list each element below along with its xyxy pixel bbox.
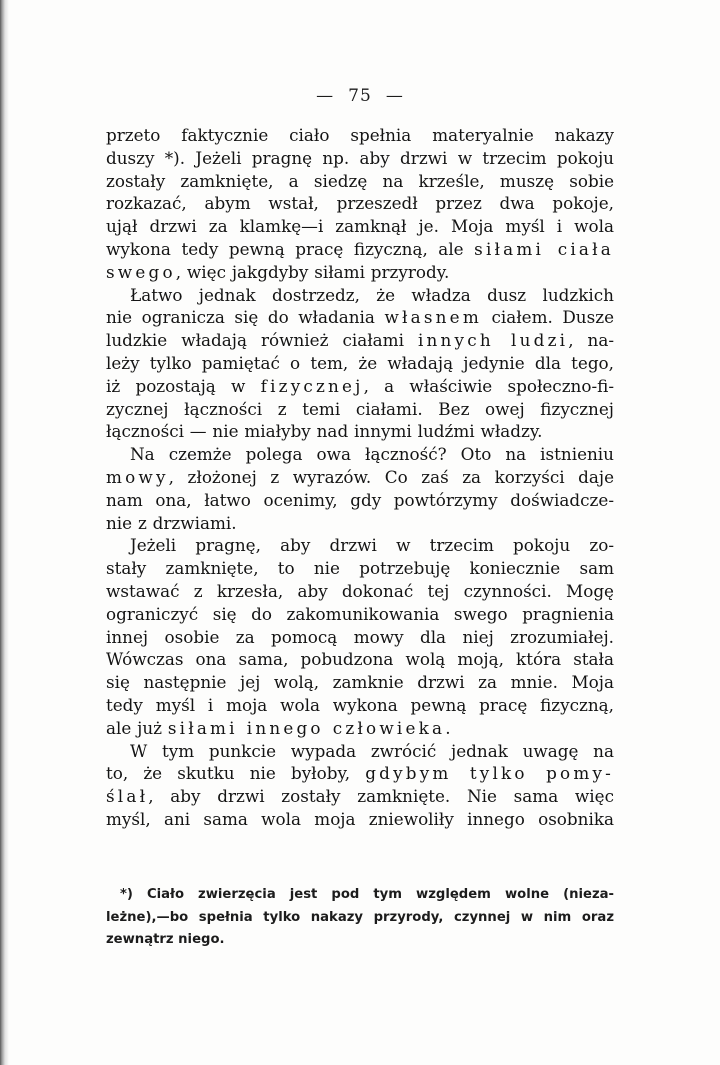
text-run: łączności — nie miałyby nad innymi ludźmi władzy. <box>106 421 543 442</box>
spaced-emphasis: swego <box>106 261 176 282</box>
text-run: ograniczyć się do zakomunikowania swego pragnienia <box>106 603 614 624</box>
footnote-line: leżne),—bo spełnia tylko nakazy przyrody, czynnej w nim oraz <box>106 909 614 925</box>
text-line <box>106 306 614 329</box>
spaced-emphasis: własnem <box>384 307 482 328</box>
text-run: Wówczas ona sama, pobudzona wolą moją, która stała <box>106 649 614 670</box>
text-line <box>106 147 614 170</box>
text-line <box>106 420 614 443</box>
text-run: , na- <box>568 330 615 351</box>
text-line <box>106 785 614 808</box>
text-run: nie ogranicza się do władania <box>106 307 385 328</box>
text-line <box>106 534 614 557</box>
text-run: ujął drzwi za klamkę—i zamknął je. Moja myśl i wola <box>106 216 614 237</box>
text-run: , a właściwie społeczno-fi- <box>363 375 614 396</box>
page-number-dash-right: — <box>385 86 404 106</box>
text-run: przeto faktycznie ciało spełnia materyalnie nakazy <box>106 125 614 145</box>
text-line <box>106 261 614 284</box>
text-line <box>106 808 614 831</box>
spaced-emphasis: gdybym tylko pomy- <box>365 763 614 784</box>
text-run: ciałem. Dusze <box>481 307 614 328</box>
text-line <box>106 398 614 421</box>
text-line <box>106 512 614 535</box>
text-run: rozkazać, abym wstał, przeszedł przez dwa pokoje, <box>106 193 614 214</box>
text-run: duszy *). Jeżeli pragnę np. aby drzwi w trzecim pokoju <box>106 147 614 168</box>
text-line <box>106 238 614 261</box>
text-run: Łatwo jednak dostrzedz, że władza dusz ludzkich <box>130 284 614 305</box>
spaced-emphasis: innych ludzi <box>417 330 569 351</box>
footnote-line: zewnątrz niego. <box>106 932 225 947</box>
text-run: tedy myśl i moja wola wykona pewną pracę fizyczną, <box>106 694 614 715</box>
text-run: innej osobie za pomocą mowy dla niej zrozumiałej. <box>106 626 614 647</box>
text-line <box>106 740 614 763</box>
spaced-emphasis: mowy <box>106 466 169 487</box>
text-line <box>106 717 614 740</box>
text-line <box>106 671 614 694</box>
text-run: ale już <box>106 717 168 738</box>
text-run: wstawać z krzesła, aby dokonać tej czynności. Mogę <box>106 580 614 601</box>
text-run: myśl, ani sama wola moja zniewoliły innego osobnika <box>106 808 614 829</box>
text-line <box>106 375 614 398</box>
spaced-emphasis: ślał <box>106 786 149 807</box>
text-line <box>106 329 614 352</box>
text-line <box>106 124 614 147</box>
text-run: Na czemże polega owa łączność? Oto na istnieniu <box>130 444 614 465</box>
text-line <box>106 466 614 489</box>
text-run: , złożonej z wyrazów. Co zaś za korzyści daje <box>168 466 614 487</box>
text-run: to, że skutku nie byłoby, <box>106 763 366 784</box>
text-line <box>106 603 614 626</box>
text-run: , aby drzwi zostały zamknięte. Nie sama więc <box>148 786 614 807</box>
text-line <box>106 489 614 512</box>
text-line <box>106 694 614 717</box>
text-run: zycznej łączności z temi ciałami. Bez owej fizycznej <box>106 398 614 419</box>
text-run: , więc jakgdyby siłami przyrody. <box>175 261 450 282</box>
text-line <box>106 557 614 580</box>
text-run: się następnie jej wolą, zamknie drzwi za mnie. Moja <box>106 672 614 693</box>
text-line <box>106 170 614 193</box>
text-run: nie z drzwiami. <box>106 512 237 533</box>
text-run: W tym punkcie wypada zwrócić jednak uwagę na <box>130 740 614 761</box>
text-run: Jeżeli pragnę, aby drzwi w trzecim pokoju zo- <box>130 535 614 556</box>
body-text <box>106 124 614 831</box>
page-number-value: 75 <box>348 86 372 106</box>
text-line <box>106 762 614 785</box>
text-line <box>106 215 614 238</box>
text-run: wykona tedy pewną pracę fizyczną, ale <box>106 238 475 259</box>
text-line <box>106 626 614 649</box>
text-run: . <box>445 717 451 738</box>
text-run: nam ona, łatwo ocenimy, gdy powtórzymy doświadcze- <box>106 489 614 510</box>
text-line <box>106 352 614 375</box>
spaced-emphasis: fizycznej <box>260 375 364 396</box>
text-run: zostały zamknięte, a siedzę na krześle, muszę sobie <box>106 170 614 191</box>
text-run: stały zamknięte, to nie potrzebuję koniecznie sam <box>106 558 614 579</box>
footnote <box>106 884 614 952</box>
text-run: iż pozostają w <box>106 375 261 396</box>
footnote-line: *) Ciało zwierzęcia jest pod tym względem wolne (nieza- <box>120 887 614 902</box>
text-line <box>106 648 614 671</box>
text-line <box>106 443 614 466</box>
page-number-dash-left: — <box>316 86 335 106</box>
text-line <box>106 580 614 603</box>
text-run: ludzkie władają również ciałami <box>106 330 418 351</box>
spaced-emphasis: siłami ciała <box>474 238 614 259</box>
book-spine-edge <box>0 0 9 1065</box>
text-line <box>106 192 614 215</box>
spaced-emphasis: siłami innego człowieka <box>167 717 446 738</box>
page-number <box>0 86 720 106</box>
text-run: leży tylko pamiętać o tem, że władają jedynie dla tego, <box>106 352 614 373</box>
text-line <box>106 284 614 307</box>
